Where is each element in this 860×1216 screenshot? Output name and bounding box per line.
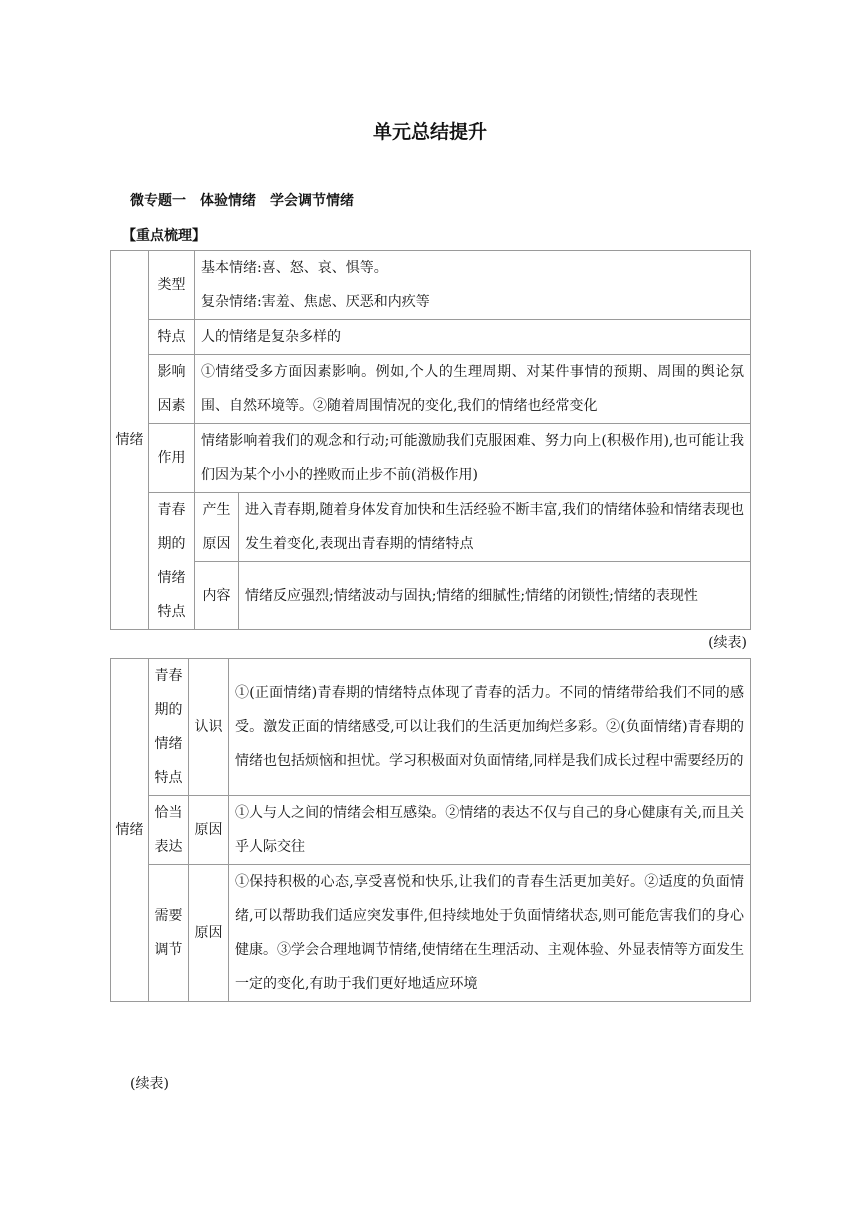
express-label: 恰当表达 xyxy=(149,796,189,865)
type-complex-text: 复杂情绪:害羞、焦虑、厌恶和内疚等 xyxy=(201,294,430,310)
adjust-reason-label: 原因 xyxy=(189,865,229,1002)
summary-table-part2 xyxy=(110,658,751,1002)
type-cell xyxy=(195,251,751,320)
root-label: 情绪 xyxy=(111,251,149,630)
express-reason-label: 原因 xyxy=(189,796,229,865)
summary-table-part1 xyxy=(110,250,751,630)
youth-label-2: 青春期的情绪特点 xyxy=(149,659,189,796)
content-label: 内容 xyxy=(195,562,239,630)
type-basic-text: 基本情绪:喜、怒、哀、惧等。 xyxy=(201,260,388,276)
cause-text: 进入青春期,随着身体发育加快和生活经验不断丰富,我们的情绪体验和情绪表现也发生着变化,表现出青春期的情绪特点 xyxy=(239,493,751,562)
root-label-2: 情绪 xyxy=(111,659,149,1002)
continued-label: (续表) xyxy=(708,635,747,651)
adjust-label: 需要调节 xyxy=(149,865,189,1002)
continued-label-bottom: (续表) xyxy=(130,1076,169,1092)
recog-label: 认识 xyxy=(189,659,229,796)
factor-text: ①情绪受多方面因素影响。例如,个人的生理周期、对某件事情的预期、周围的舆论氛围、自然环境等。②随着周围情况的变化,我们的情绪也经常变化 xyxy=(195,355,751,424)
cause-label: 产生原因 xyxy=(195,493,239,562)
factor-label: 影响因素 xyxy=(149,355,195,424)
recog-text: ①(正面情绪)青春期的情绪特点体现了青春的活力。不同的情绪带给我们不同的感受。激发正面的情绪感受,可以让我们的生活更加绚烂多彩。②(负面情绪)青春期的情绪也包括烦恼和担忧。学习积极面对负面情绪,同样是我们成长过程中需要经历的 xyxy=(229,659,751,796)
page-title: 单元总结提升 xyxy=(372,121,487,143)
section-heading: 【重点梳理】 xyxy=(122,228,206,244)
type-label: 类型 xyxy=(149,251,195,320)
role-label: 作用 xyxy=(149,424,195,493)
feature-label: 特点 xyxy=(149,320,195,355)
topic-heading: 微专题一 体验情绪 学会调节情绪 xyxy=(130,193,354,209)
role-text: 情绪影响着我们的观念和行动;可能激励我们克服困难、努力向上(积极作用),也可能让我们因为某个小小的挫败而止步不前(消极作用) xyxy=(195,424,751,493)
youth-label: 青春期的情绪特点 xyxy=(149,493,195,630)
feature-text: 人的情绪是复杂多样的 xyxy=(195,320,751,355)
express-text: ①人与人之间的情绪会相互感染。②情绪的表达不仅与自己的身心健康有关,而且关乎人际交往 xyxy=(229,796,751,865)
adjust-text: ①保持积极的心态,享受喜悦和快乐,让我们的青春生活更加美好。②适度的负面情绪,可以帮助我们适应突发事件,但持续地处于负面情绪状态,则可能危害我们的身心健康。③学会合理地调节情绪,使情绪在生理活动、主观体验、外显表情等方面发生一定的变化,有助于我们更好地适应环境 xyxy=(229,865,751,1002)
content-text: 情绪反应强烈;情绪波动与固执;情绪的细腻性;情绪的闭锁性;情绪的表现性 xyxy=(239,562,751,630)
